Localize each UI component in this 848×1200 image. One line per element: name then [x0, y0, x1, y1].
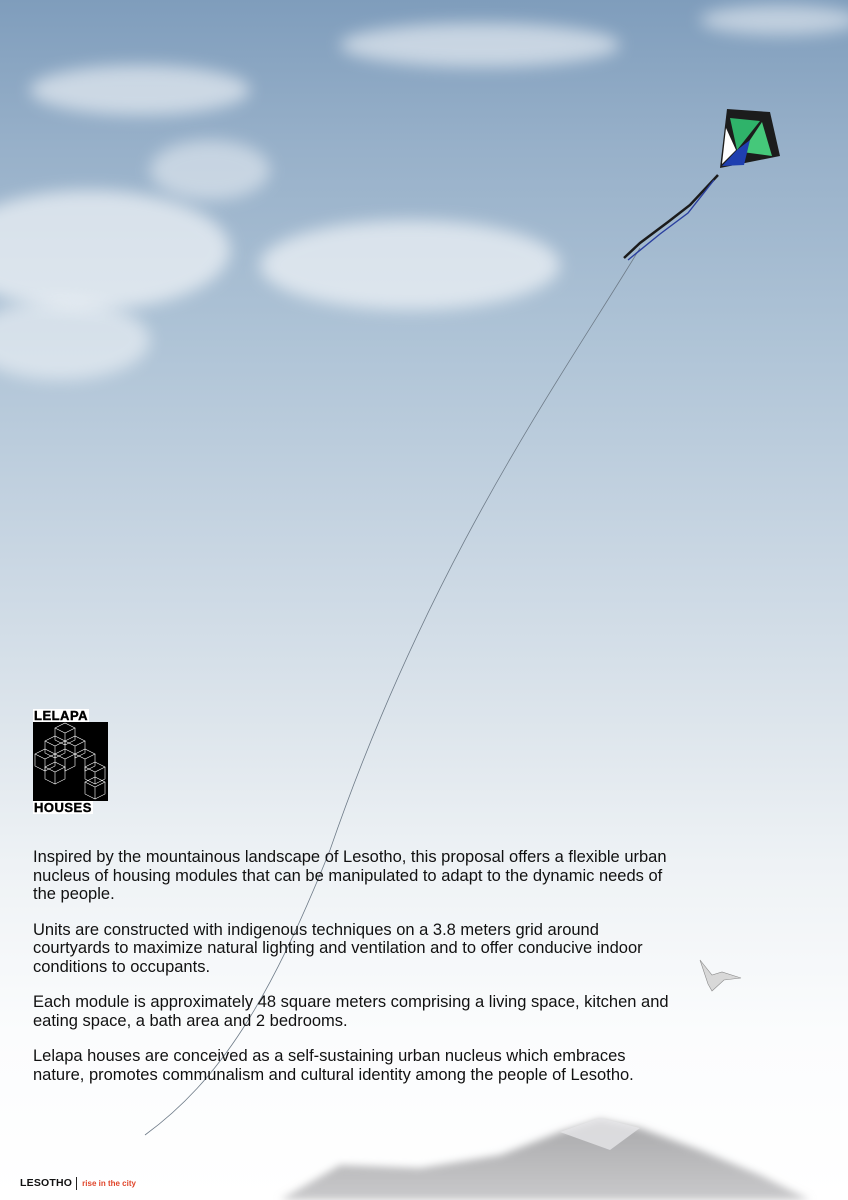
mountain	[280, 1118, 810, 1200]
clouds	[0, 5, 848, 380]
project-description	[33, 848, 673, 1101]
paragraph-module: Each module is approximately 48 square meters comprising a living space, kitchen and eating space, a bath area and 2 bedrooms.	[33, 993, 669, 1030]
brand-tagline: rise in the city	[82, 1178, 136, 1188]
paragraph-inspiration: Inspired by the mountainous landscape of Lesotho, this proposal offers a flexible urban nucleus of housing modules that can be manipulated to adapt to the dynamic needs of the people.	[33, 848, 667, 903]
brand-name: LESOTHO	[20, 1177, 73, 1189]
brand-divider	[76, 1177, 77, 1190]
logo-top-text: LELAPA	[34, 709, 89, 722]
kite-icon	[624, 109, 780, 260]
lelapa-houses-logo	[33, 709, 108, 814]
logo-block	[33, 722, 108, 801]
footer-brand	[20, 1175, 136, 1191]
paragraph-construction: Units are constructed with indigenous techniques on a 3.8 meters grid around courtyards to maximize natural lighting and ventilation and to offer conducive indoor conditions to occupants.	[33, 920, 643, 976]
stacked-cubes-icon	[33, 722, 108, 801]
paragraph-vision: Lelapa houses are conceived as a self-sustaining urban nucleus which embraces nature, promotes communalism and cultural identity among the people of Lesotho.	[33, 1047, 634, 1084]
logo-bottom-text: HOUSES	[34, 801, 92, 814]
bird-icon	[700, 960, 741, 991]
